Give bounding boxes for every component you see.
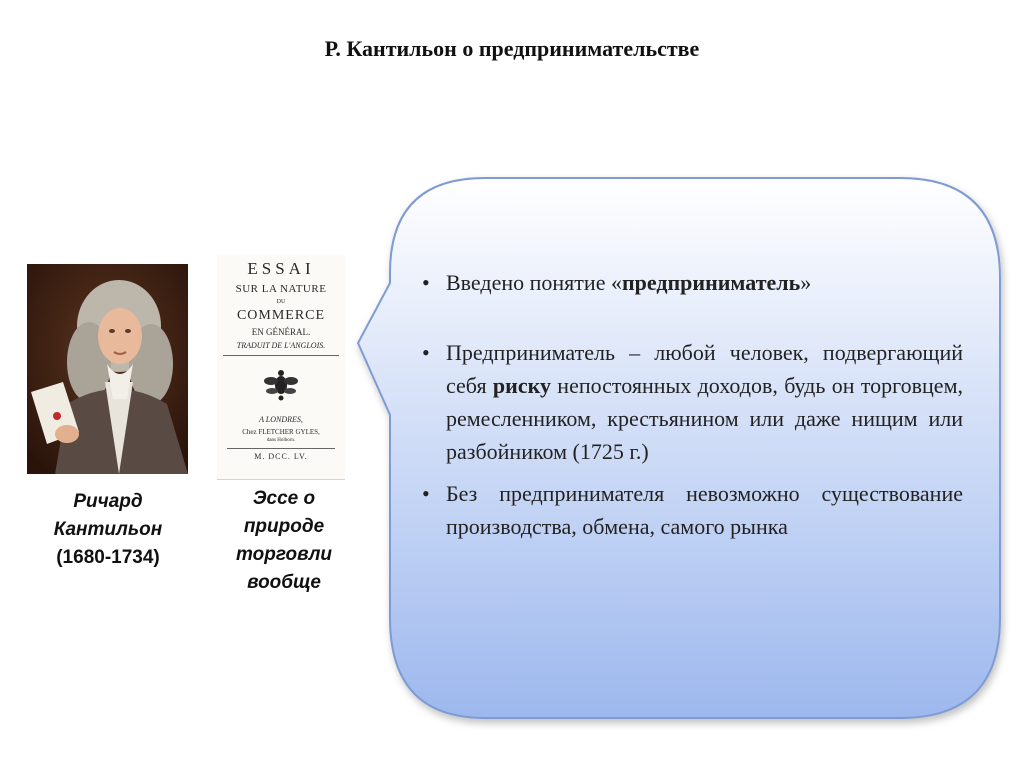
bullet-item-2 [422, 336, 963, 468]
book-caption-line-1: Эссе о [252, 488, 316, 509]
book-year: M. DCC. LV. [254, 452, 308, 461]
portrait-caption [20, 488, 196, 572]
book-sur: SUR LA NATURE [235, 283, 327, 295]
book-essai: ESSAI [247, 259, 315, 278]
book-londres: A LONDRES, [259, 415, 303, 424]
book-general: EN GÉNÉRAL. [251, 327, 311, 337]
bullet-1-end: » [800, 270, 812, 295]
bullet-2-text: Предприниматель – любой человек, подвергающий себя [446, 340, 963, 398]
book-holborn: dans Holborn. [266, 438, 296, 443]
book-commerce: COMMERCE [236, 308, 326, 323]
bullet-item-1 [422, 266, 963, 299]
book-rule [223, 355, 339, 356]
portrait-caption-name-1: Ричард [73, 491, 143, 512]
bullet-3-text: Без предпринимателя невозможно существование производства, обмена, самого рынка [446, 481, 963, 539]
book-traduit: TRADUIT DE L'ANGLOIS. [236, 341, 326, 350]
bullet-1-bold: предприниматель [621, 270, 801, 295]
book-caption [220, 485, 348, 597]
ornament-icon [261, 369, 301, 401]
bubble-text [422, 264, 963, 543]
slide-title: Р. Кантильон о предпринимательстве [324, 36, 700, 61]
bullet-2-end: непостоянных доходов, будь он торговцем, ремесленником, крестьянином или даже нищим или разбойником (1725 г.) [446, 373, 963, 464]
book-caption-line-3: торговли [235, 544, 333, 565]
portrait-image [27, 264, 188, 474]
portrait-caption-years: (1680-1734) [56, 547, 160, 568]
book-caption-line-2: природе [243, 516, 325, 537]
book-caption-line-4: вообще [247, 572, 321, 593]
book-rule-2 [227, 448, 335, 449]
bullet-dot: • [422, 340, 430, 365]
book-du: DU [276, 299, 286, 305]
portrait-caption-name-2: Кантильон [53, 519, 163, 540]
bullet-item-3 [422, 477, 963, 543]
book-title-page-image [217, 255, 345, 480]
bullet-dot: • [422, 481, 430, 506]
bullet-dot: • [422, 270, 430, 295]
bullet-1-text: Введено понятие « [446, 270, 622, 295]
book-chez: Chez FLETCHER GYLES, [242, 428, 320, 436]
bullet-2-bold: риску [492, 373, 551, 398]
